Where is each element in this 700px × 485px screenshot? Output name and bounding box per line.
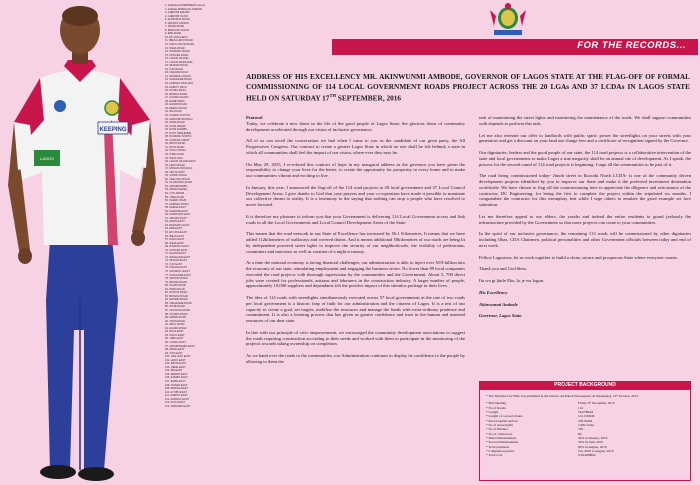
road-list-item: 68. IKEJA EAST	[165, 241, 184, 245]
road-list-item: 9. EPE ROAD	[165, 32, 182, 36]
road-list-item: 7. APAPA ROAD	[165, 25, 185, 29]
road-list-item: 89. AWORI ROAD	[165, 316, 187, 320]
road-list-item: 2. AGEGE-MOBOLAJI AVENUE	[165, 7, 202, 11]
road-list-item: 27. COKER AGUDA	[165, 96, 189, 100]
road-list-item: 29. EJIGBO ROAD	[165, 103, 188, 107]
speech-paragraph: task of maintaining the street lights and monitoring the maintenance of the roads. We shall support communities with stipends to perform this task.	[479, 115, 691, 126]
road-list-item: 22. SURULERE ROAD	[165, 78, 192, 82]
row-label: * Second Disbursement	[486, 440, 519, 445]
road-list-item: 79. ERUWA ROAD	[165, 280, 187, 284]
road-list-item: 102. IMOTA EAST	[165, 362, 187, 366]
road-list-item: 39. IKORODU WEST	[165, 138, 190, 142]
road-list-item: 109. BARIGA EAST	[165, 387, 188, 391]
row-value: 40% in January, 2016	[578, 436, 608, 441]
road-list-item: 113. IKOSI EAST	[165, 401, 185, 405]
road-list-item: 69. IKORODU EAST	[165, 245, 189, 249]
road-list-item: 86. IKATE ROAD	[165, 305, 185, 309]
road-list-item: 12. IFAKO-IJAIYE ROAD	[165, 43, 194, 47]
road-list-item: 73. MUSHIN EAST	[165, 259, 188, 263]
road-list-item: 110. AYOBO EAST	[165, 390, 187, 394]
road-list-item: 1. AGEGE-GOVERNMENT-ALA-E	[165, 4, 205, 7]
row-value: 56.078KM	[578, 410, 593, 415]
road-list-item: 98. ORILE EAST	[165, 348, 185, 352]
road-list-item: 114. IGBOGBO EAST	[165, 404, 191, 408]
row-value: Jan, 2016 to August, 2016	[578, 449, 614, 454]
road-list-item: 76. SHOMOLU EAST	[165, 270, 190, 274]
road-list-item: 3. AJEROMI ERUWA	[165, 11, 190, 15]
title-superscript: TH	[329, 93, 336, 99]
speech-paragraph: All of us can recall the conversation we had when I came to you as the candidate of our great party, the All Progressives Congress. Our contract to create a greater Lagos State in which no one shall be left behind; a state in which all communities shall feel the impact of our vision, where ever they may be.	[246, 138, 465, 155]
road-list-item: 51. OLORUNDA ROAD	[165, 181, 193, 185]
road-list-item: 93. IPAJA EAST	[165, 330, 184, 334]
speech-paragraph: In January, this year, I announced the flag-off of the 114 road projects in 20 local government and 37 Local Council Development Areas. I give thanks to God that your prayers and your co-operation have made it possible to nominate our collective dream to reality. It is a testimony to the saying that nothing can stop a people who have resolved to move forward.	[246, 184, 465, 207]
speech-paragraph: Our dignitaries, leaders and the good people of our state, the 114 road projects is a collaborative intervention of the state and local governments to make Lagos a true megacity shall be an annual rite of development. As I speak, the process for the second round of 114 road projects is beginning. I urge all the communities to be part of it.	[479, 150, 691, 167]
row-value: Friday 6ᵗʰ November, 2015	[578, 401, 615, 406]
road-list-item: 103. IJEDE EAST	[165, 365, 186, 369]
road-list-item: 8. BADAGRY ROAD	[165, 28, 189, 32]
road-list-item: 57. AGBADO ROAD	[165, 202, 189, 206]
road-list-item: 16. LAGOS ISLAND	[165, 57, 189, 61]
road-list-item: 80. OLODI ROAD	[165, 284, 186, 288]
road-list-item: 111. AGBOYI EAST	[165, 394, 188, 398]
road-list-item: 107. EGBE EAST	[165, 379, 186, 383]
speech-paragraph: The idea of 114 roads with streetlights simultaneously executed across 57 local governments at the rate of two roads per local government is a historic leap of faith for our administration and the citizens of Lagos. It is a test of our capacity to create a goal, set targets, mobilise the resources and manage the funds with extra-ordinary prudence and commitment. It is also a learning process that has given us greater confidence and trust in the human and material resources of our dear state.	[246, 295, 465, 323]
road-list-item: 11. IBEJU-LEKKI ROAD	[165, 39, 193, 43]
row-label: * Paved asphalt surface	[486, 418, 518, 423]
road-list-item: 64. EPE EAST	[165, 227, 183, 231]
road-list-item: 92. AGUDA ROAD	[165, 326, 187, 330]
road-list-item: 24. AGBOYI KETU	[165, 85, 187, 89]
road-list-item: 10. ETI-OSA LEKKI	[165, 35, 188, 39]
road-list-item: 104. IBA EAST	[165, 369, 183, 373]
row-value: N19.408Bnn	[578, 453, 596, 458]
road-list-item: 6. AMUWO ODOFIN	[165, 21, 189, 25]
project-background-row	[486, 453, 684, 457]
row-value: 112.156KM	[578, 414, 595, 419]
row-label: * No of Bidders	[486, 427, 508, 432]
speech-paragraph: Let me therefore appeal to our elders, the youths and indeed the entire residents to guard jealously the infrastructure provided by the Government so that more projects can come to your communities.	[479, 213, 691, 225]
speech-paragraph: The road being commissioned today- Jimoh street in Ikorodu North LCDA- is one of the community driven development projects identified by you to improve our State and make it the preferred investment destination worldwide. We have chosen to flag off the commissioning here to appreciate the diligence and seriousness of the contractor, DC Engineering, for being the first to complete the project within the stipulated six months. I congratulate the contractor for this exemplary feat while I urge others to emulate the good example set face saturation.	[479, 173, 691, 207]
project-background-rows	[486, 401, 684, 457]
speech-column-1	[246, 115, 465, 371]
road-list-item: 78. ODOFIN ROAD	[165, 277, 188, 281]
road-list-item: 43. ITIRE IKATE	[165, 152, 184, 156]
road-list-item: 55. YABA ROAD	[165, 195, 185, 199]
road-list-item: 100. OKE-ODO EAST	[165, 355, 191, 359]
road-list-item: 94. ISOLO EAST	[165, 333, 185, 337]
road-list-item: 36. IKOSI EJINRIN	[165, 128, 188, 132]
road-list	[165, 4, 223, 482]
row-value: 1,982 Units	[578, 423, 594, 428]
road-list-item: 105. EREDO EAST	[165, 372, 188, 376]
road-list-item: 101. LEKKI EAST	[165, 358, 186, 362]
road-list-item: 82. IKOTUN ROAD	[165, 291, 188, 295]
header-banner	[332, 39, 698, 55]
road-list-item: 97. ONIGBONGBO EAST	[165, 344, 195, 348]
road-list-item: 60. ALIMOSHO EAST	[165, 213, 191, 217]
road-list-item: 42. ISOLO ROAD	[165, 149, 186, 153]
speech-paragraph: As we hand over the roads to the communities, our Administration continues to display its confidence to the people by allowing to them the	[246, 353, 465, 364]
row-label: * Length	[486, 410, 499, 415]
road-list-item: 40. IMOTA ROAD	[165, 142, 186, 146]
road-list-item: 33. IGBOGBO BAYEKU	[165, 117, 193, 121]
road-list-item: 38. IKORODU NORTH	[165, 135, 192, 139]
row-label: * Length of covered drains	[486, 414, 523, 419]
speech-paragraph: Ilu wa gi ljinle Eko, lo je wa logun.	[479, 278, 545, 283]
road-list-item: 21. SHOMOLU ROAD	[165, 74, 191, 78]
road-list-item: 15. KOSOFE ROAD	[165, 53, 189, 57]
row-label: * Total payments	[486, 444, 510, 449]
road-list-item: 106. EJIGBO EAST	[165, 376, 188, 380]
road-list-item: 62. APAPA EAST	[165, 220, 185, 224]
protocol-heading: Protocol	[246, 115, 263, 120]
speech-paragraph: It is therefore my pleasure to inform you that your Government is delivering 114 Local Government access and link roads in all the Local Governments and Local Council Development Areas of the State.	[246, 213, 465, 225]
road-list-item: 74. OJO EAST	[165, 262, 183, 266]
road-list-item: 49. OJODU ROAD	[165, 174, 187, 178]
row-value: 114	[578, 405, 583, 410]
speech-paragraph: At a time the national economy is facing financial challenges, our administration is able to inject over N19 billion into the economy of our state, stimulating employment and engaging the business sector. No fewer than 89 local companies executed the road projects with thorough supervision by the communities and the Government. About 5, 700 direct jobs were created for professionals, artisans and labourers in the construction industry. A larger number of people, approximately 10,000 suppliers and dependants felt the positive impact of this stimulus package in their lives.	[246, 260, 465, 289]
title-text: ADDRESS OF HIS EXCELLENCY MR. AKINWUNMI AMBODE, GOVERNOR OF LAGOS STATE AT THE FLAG-OFF OF FORMAL COMMISSIONING OF 114 LOCAL GOVERNMENT ROADS PROJECT ACROSS THE 20 LGAs AND 37 LCDAs IN LAGOS STATE HELD ON SATURDAY 17	[246, 72, 690, 103]
project-background-title: PROJECT BACKGROUND	[479, 381, 691, 389]
road-list-item: 5. ALIMOSHO ROAD	[165, 18, 190, 22]
road-list-item: 34. IJEDE ROAD	[165, 121, 185, 125]
road-list-item: 108. COKER EAST	[165, 383, 188, 387]
road-list-item: 59. AJEROMI EAST	[165, 209, 189, 213]
road-list-item: 61. AMUWO EAST	[165, 216, 187, 220]
project-background-box	[479, 389, 691, 481]
road-list-item: 81. IDIMU ROAD	[165, 287, 185, 291]
road-list-item: 96. OJODU EAST	[165, 340, 186, 344]
row-value: 89	[578, 431, 582, 436]
row-value: 476,594M	[578, 418, 593, 423]
road-list-item: 65. ETI-OSA EAST	[165, 231, 188, 234]
road-list-item: 70. KOSOFE EAST	[165, 248, 188, 252]
road-list-item: 95. YABA EAST	[165, 337, 184, 341]
road-list-item: 50. OKE-ODO ROAD	[165, 177, 190, 181]
speech-column-2	[479, 115, 691, 325]
road-list-item: 87. OKUNOLA ROAD	[165, 309, 191, 313]
road-list-item: 52. ONIGBONGBO	[165, 184, 188, 188]
road-list-item: 20. OSHODI-ISOLO	[165, 71, 189, 75]
road-list-item: 35. IKOSI ISHERI	[165, 124, 186, 128]
road-list-item: 67. IFAKO EAST	[165, 238, 185, 242]
road-list-item: 58. AGEGE EAST	[165, 206, 186, 210]
road-list-item: 17. LAGOS MAINLAND	[165, 60, 193, 64]
road-list-item: 45. LAGOS ISLAND EAST	[165, 160, 196, 164]
speech-paragraph: In line with our principle of civic empowerment, we encouraged the community development associations to suggest the roads requiring construction according to their needs and worked with them to participate in the monitoring of the projects towards taking ownership on completion.	[246, 329, 465, 347]
row-value: 80% in August, 2016	[578, 444, 607, 449]
road-list-item: 41. IPAJA ROAD	[165, 145, 185, 149]
road-list-item: 26. BARIGA ROAD	[165, 92, 188, 96]
road-list-item: 46. LEKKI ROAD	[165, 163, 185, 167]
project-background-note: * The Invitation for Bids was published in the Nation and Punch Newspapers on Wednesday, 16ᵗʰ October, 2015.	[486, 394, 639, 398]
road-list-item: 88. OLOWO ROAD	[165, 312, 188, 316]
road-list-item: 91. KETU ROAD	[165, 323, 185, 327]
title-tail: SEPTEMBER, 2016	[335, 93, 402, 103]
road-list-item: 18. MUSHIN ROAD	[165, 64, 188, 68]
road-list-item: 47. MOSAN OKUNOLA	[165, 167, 193, 171]
road-list-item: 112. AGBADO EAST	[165, 397, 190, 401]
road-list-item: 32. IGANDO IKOTUN	[165, 113, 191, 117]
signature-line: Akinwunmi Ambode	[479, 301, 518, 307]
road-list-item: 99. OTO EAST	[165, 351, 183, 355]
road-list-item: 31. IBA ROAD	[165, 110, 182, 114]
road-list-item: 44. IKEJA GRA	[165, 156, 183, 160]
speech-title	[246, 72, 690, 103]
banner-text: FOR THE RECORDS...	[577, 40, 686, 51]
signature-line: Governor, Lagos State.	[479, 313, 523, 319]
lagos-state-seal-icon	[488, 2, 528, 38]
speech-paragraph: Fellow Lagosians, let us work together to build a clean, secure and prosperous State where everyone counts.	[479, 254, 678, 260]
speech-paragraph: In the spirit of our inclusive governance, the remaining 113 roads will be commissioned by other dignitaries including Obas, CDA Chairmen, political personalities and other Government officials between today and end of next week.	[479, 231, 691, 248]
road-list-item: 63. BADAGRY EAST	[165, 223, 190, 227]
road-list-item: 25. AYOBO IPAJA	[165, 89, 186, 93]
road-list-item: 71. ISLAND EAST	[165, 252, 187, 256]
road-list-item: 84. EJINRIN ROAD	[165, 298, 188, 302]
row-label: * Bid Opening	[486, 401, 506, 406]
road-list-item: 37. IKOYI OBALENDE	[165, 131, 192, 135]
road-list-item: 83. BAYEKU ROAD	[165, 294, 188, 298]
speech-paragraph: This means that the road network in our State of Excellence has increased by 56.1 Kilometres. It means that we have added 112kilometres of walkways and covered drains. And it means additional 50kilometres of our roads are being lit by independent powered street lights to improve the security of our neighborhoods, the visibility of pedestrians, commuters and motorists as well as creation of a night economy.	[246, 231, 465, 254]
svg-text:KEEPING: KEEPING	[99, 127, 127, 133]
road-list-item: 53. ORILE AGEGE	[165, 188, 187, 192]
speech-paragraph: On May 29, 2015, I re-echoed this contract of hope in my inaugural address as the governor you have given the responsibility to change your lives for the better, to create the opportunity for prosperity in every home and to make our communities vibrant and exciting to live.	[246, 161, 465, 178]
road-list-item: 19. OJO ROAD	[165, 67, 183, 71]
row-label: * No of Roads	[486, 405, 506, 410]
speech-paragraph: Let me also reiterate our offer to landlords with public spirit: power the streetlights on your streets with your generators and get a discount on your land use charge fees and a certificate of recognition signed by the Governor.	[479, 132, 691, 144]
speech-paragraph: Today, we celebrate a new dawn in the life of the good people of Lagos State; the glorious dawn of community development accelerated through our vision of inclusive governance.	[246, 120, 465, 132]
road-list-item: 30. EREDO ROAD	[165, 106, 187, 110]
row-label: * Initial Disbursement	[486, 436, 517, 441]
row-label: * No of street lights	[486, 423, 513, 428]
road-list-item: 23. AGBADO OKE-ODO	[165, 82, 194, 86]
row-label: * Total Cost	[486, 453, 503, 458]
row-value: 329	[578, 427, 584, 432]
road-list-item: 75. OSHODI EAST	[165, 266, 188, 270]
road-list-item: 77. SURULERE EAST	[165, 273, 191, 277]
road-list-item: 54. OTO AWORI	[165, 191, 185, 195]
road-list-item: 28. EGBE IDIMU	[165, 99, 185, 103]
row-label: * No of contractors	[486, 431, 513, 436]
road-list-item: 14. IKORODU ROAD	[165, 50, 190, 54]
svg-text:LAGOS: LAGOS	[40, 156, 54, 161]
road-list-item: 66. IBEJU EAST	[165, 234, 185, 238]
road-list-item: 85. OBALENDE ROAD	[165, 301, 192, 305]
road-list-item: 13. IKEJA ROAD	[165, 46, 185, 50]
road-list-item: 90. OSUN ROAD	[165, 319, 186, 323]
speech-paragraph: Thank you and God bless.	[479, 266, 528, 272]
signature-line: His Excellency	[479, 289, 508, 295]
road-list-item: 4. AJEROMI OLODI	[165, 14, 189, 18]
road-list-item: 72. MAINLAND EAST	[165, 255, 191, 259]
road-list-item: 48. ODI OLOWO	[165, 170, 185, 174]
road-list-item: 56. ISHERI OSUN	[165, 199, 187, 203]
row-value: 30% in June, 2016	[578, 440, 604, 445]
row-label: * Completion period	[486, 449, 515, 454]
